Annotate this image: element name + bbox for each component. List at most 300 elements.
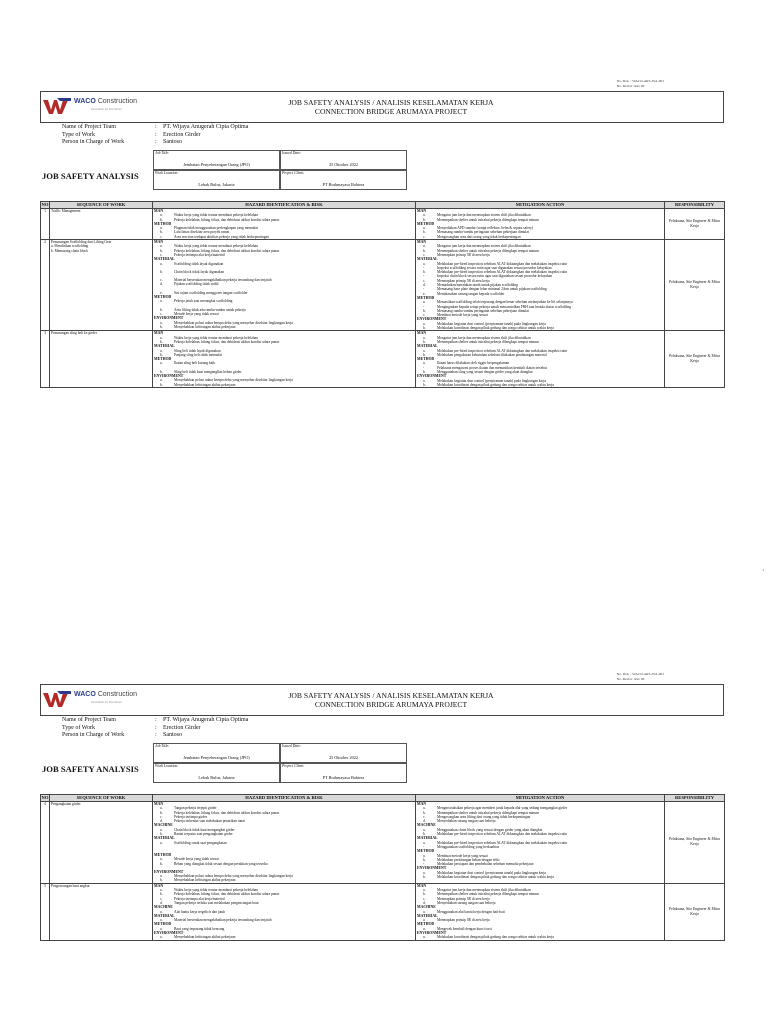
item-letter: a. xyxy=(160,378,163,383)
document-title: JOB SAFETY ANALYSIS / ANALISIS KESELAMATAN KERJA CONNECTION BRIDGE ARUMAYA PROJECT xyxy=(288,98,494,116)
item-letter: a. xyxy=(423,300,426,305)
col-sequence: SEQUENCE OF WORK xyxy=(50,795,153,802)
item-letter: b. xyxy=(160,248,163,253)
category-label: METHOD xyxy=(154,357,172,362)
work-location-box: Work Location: Lebak Bulus, Jakarta xyxy=(153,763,280,783)
col-hazard: HAZARD IDENTIFICATION & RISK xyxy=(153,795,416,802)
item-text: Chain block tidak layak digunakan xyxy=(174,269,225,274)
item-letter: c. xyxy=(160,311,163,316)
doc-number-block: No. Dok : WACO-ARS-JSA-001 No. Revisi : Rev 00 xyxy=(616,672,664,681)
item-letter: a. xyxy=(423,909,426,914)
item-text: Memadatkan/meratakan tanah untuk pijakan scaffolding xyxy=(437,283,518,288)
item-letter: d. xyxy=(423,283,426,288)
item-text: Memasang rambu-rambu peringatan sebelum pekerjaan dimulai xyxy=(437,230,529,235)
item-text: Pekerja tertimpa girder xyxy=(174,814,208,819)
item-text: Inspeksi scaffolding secara rutin agar saat digunakan sesuai prosedur kelayakan xyxy=(437,265,552,270)
item-text: Menginginkan kepada setiap pekerja untuk mencantolkan FBH saat berada diatas scaffolding xyxy=(437,304,572,309)
item-text: Metode kerja yang tidak sesuai xyxy=(174,311,219,316)
item-text: Melakukan koordinasi dengan pihak gedung dan warga sekitar untuk waktu kerja xyxy=(437,326,554,331)
item-text: Sling belt tidak layak digunakan xyxy=(174,348,221,353)
item-text: Melakukan koordinasi dengan pihak gedung dan warga sekitar untuk waktu kerja xyxy=(437,382,554,387)
item-text: Menyebabkan kebisingan akibat pekerjaan xyxy=(174,324,236,329)
row-number: 3 xyxy=(41,331,50,388)
item-letter: - xyxy=(423,287,425,292)
category-label: MACHINE xyxy=(417,905,436,910)
item-letter: c. xyxy=(160,252,163,257)
item-letter: b. xyxy=(160,810,163,815)
row-number: 5 xyxy=(41,883,50,940)
item-text: Menerapkan prinsip 5R di area kerja xyxy=(437,278,490,283)
item-text: Menempatkan shelter untuk istirahat pekerja dilengkapi tempat minum xyxy=(437,892,539,897)
category-label: ENVIRONMENT xyxy=(417,866,447,871)
item-text: Membiasakan sarung tangan kepada scaffolder xyxy=(437,291,505,296)
item-text: Tangan pekerja terluka saat melakukan pengencangan baut xyxy=(174,900,259,905)
item-text: Alat bantu kerja tergelicir dan jatuh xyxy=(174,909,226,914)
item-letter: - xyxy=(423,304,425,309)
item-text: Memasang base plate dengan lebar minimal 24cm untuk pijakan scaffolding xyxy=(437,287,547,292)
item-letter: c. xyxy=(160,896,163,901)
document-title: JOB SAFETY ANALYSIS / ANALISIS KESELAMATAN KERJA CONNECTION BRIDGE ARUMAYA PROJECT xyxy=(288,691,494,709)
item-text: Mengatur jam kerja dan menerapkan sistem shift jika dibutuhkan xyxy=(437,888,531,893)
jsa-table xyxy=(40,794,725,941)
item-letter: a. xyxy=(423,213,426,218)
item-letter: c. xyxy=(423,278,426,283)
item-letter: c. xyxy=(160,278,163,283)
item-text: Pekerja kelelahan, hilang fokus, dan dehidrasi akibat kondisi udara panas xyxy=(174,810,280,815)
item-text: Menyebabkan kebisingan akibat pekerjaan xyxy=(174,935,236,940)
item-text: Menyediakan APD standar (rompi reflektor, helm & sepatu safety) xyxy=(437,226,533,231)
item-text: Memasang rambu-rambu peringatan sebelum pekerjaan dimulai xyxy=(437,308,529,313)
item-letter: a. xyxy=(423,226,426,231)
item-text: Melakukan pre-hired inspection sebelum ALAT didatangkan dan melakukan inspeksi rutin xyxy=(437,348,568,353)
item-letter: a. xyxy=(423,321,426,326)
item-letter: b. xyxy=(423,892,426,897)
item-text: Melakukan kegiatan dust control (penyiraman tanah) pada lingkungan kerja xyxy=(437,321,546,326)
item-text: Menginstruksikan pekerja agar memberi jarak kepada alat yang sedang mengangkat girder xyxy=(437,806,568,811)
item-letter: a. xyxy=(423,244,426,249)
category-label: METHOD xyxy=(154,295,172,300)
item-letter: a. xyxy=(423,870,426,875)
item-text: Menyebabkan polusi udara berupa debu yang menyebar disekitar lingkungan kerja xyxy=(174,320,293,325)
work-location-box: Work Location: Lebak Bulus, Jakarta xyxy=(153,170,280,190)
item-letter: a. xyxy=(423,935,426,940)
item-text: Beban yang diangkat tidak sesuai dengan perakitan yang tersedia xyxy=(174,861,268,866)
list-item xyxy=(154,878,414,882)
item-letter: d. xyxy=(423,819,426,824)
col-no: NO xyxy=(41,794,49,800)
item-text: Membuat metode kerja yang sesuai xyxy=(437,313,488,318)
item-text: Menggunakan chain block yang sesuai dengan girder yang akan diangkat xyxy=(437,827,543,832)
sequence-line: Pengangkatan girder xyxy=(51,802,81,806)
item-letter: d. xyxy=(160,819,163,824)
item-text: Ikatan sling belt kurang baik xyxy=(174,361,216,366)
item-letter: d. xyxy=(423,900,426,905)
job-title-box: Job Title: Jembatan Penyeberangan Orang (JPO) xyxy=(153,150,280,170)
item-letter: a. xyxy=(160,348,163,353)
item-text: Mengosongkan area lifting dari orang yang tidak berkepentingan xyxy=(437,814,531,819)
item-letter: a. xyxy=(160,888,163,893)
category-label: ENVIRONMENT xyxy=(417,374,447,379)
item-text: Menerapkan prinsip 5R di area kerja xyxy=(437,896,490,901)
item-text: Waktu kerja yang tidak teratur membuat pekerja kelelahan xyxy=(174,335,259,340)
item-letter: a. xyxy=(160,320,163,325)
item-text: Material berserakan mengakibatkan pekerja tersandung dan terjatuh xyxy=(174,278,272,283)
responsibility-cell: Pelaksana, Site Engineer & Mitra Kerja xyxy=(665,240,725,331)
item-letter: b. xyxy=(423,352,426,357)
item-letter: b. xyxy=(423,369,426,374)
category-label: MATERIAL xyxy=(154,913,175,918)
jsa-heading: JOB SAFETY ANALYSIS xyxy=(42,171,139,181)
item-text: Inspeksi chain block secara rutin agar saat digunakan sesuai prosedur kelayakan xyxy=(437,274,553,279)
item-letter: a. xyxy=(160,806,163,811)
item-letter: - xyxy=(423,862,425,867)
item-text: Mengatur jam kerja dan menerapkan sistem shift jika dibutuhkan xyxy=(437,335,531,340)
item-text: Melakukan kegiatan dust control (penyiraman tanah) pada lingkungan kerja xyxy=(437,378,546,383)
item-text: Scaffolding rusak saat pengangkatan xyxy=(174,840,227,845)
item-text: Menempatkan shelter untuk istirahat pekerja dilengkapi tempat minum xyxy=(437,248,539,253)
item-text: Waktu kerja yang tidak teratur membuat pekerja kelelahan xyxy=(174,213,259,218)
item-letter: a. xyxy=(160,335,163,340)
logo-wordmark: WACO Construction xyxy=(74,98,138,105)
item-text: Pijakan scaffolding tidak stabil xyxy=(174,282,219,287)
category-label: MATERIAL xyxy=(417,836,438,841)
item-letter: b. xyxy=(423,857,426,862)
category-label: METHOD xyxy=(154,922,172,927)
item-letter: - xyxy=(423,844,425,849)
item-text: Plagman tidak menggunakan perlengkapan yang memadai xyxy=(174,226,258,231)
item-text: Mengecek kembali dengan kunci torsi xyxy=(437,926,492,931)
hazard-cell xyxy=(153,883,416,940)
item-letter: - xyxy=(423,274,425,279)
sequence-cell xyxy=(50,802,153,884)
item-letter: e. xyxy=(160,290,163,295)
item-letter: c. xyxy=(160,234,163,239)
item-letter: b. xyxy=(160,861,163,866)
item-letter: b. xyxy=(423,875,426,880)
table-row xyxy=(41,802,725,884)
item-text: Lalu lintas disekitar area proyek ramai xyxy=(174,230,230,235)
item-text: Melakukan kegiatan dust control (penyiraman tanah) pada lingkungan kerja xyxy=(437,870,546,875)
category-label: METHOD xyxy=(417,221,435,226)
item-text: Menerapkan prinsip 5R di area kerja xyxy=(437,918,490,923)
item-text: Menyediakan sarung tangan saat bekerja xyxy=(437,819,496,824)
item-text: Menempatkan shelter untuk istirahat pekerja dilengkapi tempat minum xyxy=(437,810,539,815)
category-label: MAN xyxy=(154,209,164,213)
category-label: METHOD xyxy=(154,852,172,857)
category-label: MAN xyxy=(154,331,164,336)
logo-tagline: Innovation for Excellence xyxy=(91,107,122,111)
col-responsibility: RESPONSIBILITY xyxy=(665,202,725,209)
item-letter: a. xyxy=(160,299,163,304)
item-letter: a. xyxy=(423,853,426,858)
category-label: MAN xyxy=(154,240,164,245)
item-text: Pekerja tertimpa alat kerja/material xyxy=(174,252,225,257)
item-letter: c. xyxy=(423,896,426,901)
item-text: Pekerja jatuh saat merangkai scaffolding xyxy=(174,299,233,304)
item-text: Waktu kerja yang tidak teratur membuat pekerja kelelahan xyxy=(174,888,259,893)
item-text: Menggunakan sling yang sesuai dengan girder yang akan diangkat xyxy=(437,369,533,374)
item-text: Menerapkan prinsip 5R di area kerja xyxy=(437,252,490,257)
item-letter: a. xyxy=(160,261,163,266)
category-label: MAN xyxy=(417,331,427,336)
category-label: MAN xyxy=(417,802,427,806)
item-letter: d. xyxy=(160,282,163,287)
item-letter: a. xyxy=(160,918,163,923)
item-letter: c. xyxy=(160,814,163,819)
item-letter: a. xyxy=(160,213,163,218)
item-letter: b. xyxy=(160,892,163,897)
item-letter: a. xyxy=(160,244,163,249)
item-text: Ikatan harus dilakukan oleh rigger berpengalaman xyxy=(437,361,510,366)
item-text: Melakukan pre-hired inspection sebelum ALAT didatangkan dan melakukan inspeksi rutin xyxy=(437,270,568,275)
col-mitigation: MITIGATION ACTION xyxy=(416,202,665,209)
item-text: Material berserakan mengakibatkan pekerja tersandung dan terjatuh xyxy=(174,918,272,923)
item-text: Melakukan pre-hired inspection sebelum ALAT didatangkan dan melakukan inspeksi rutin xyxy=(437,832,568,837)
item-text: Pekerja kelelahan, hilang fokus, dan dehidrasi akibat kondisi udara panas xyxy=(174,339,280,344)
responsibility-cell: Pelaksana, Site Engineer & Mitra Kerja xyxy=(665,883,725,940)
item-text: Melakukan koordinasi dengan pihak gedung dan warga sekitar untuk waktu kerja xyxy=(437,935,554,940)
item-letter: c. xyxy=(423,252,426,257)
item-text: Menyebabkan polusi udara berupa debu yang menyebar disekitar lingkungan kerja xyxy=(174,874,293,879)
item-text: Pekerja kelelahan, hilang fokus, dan dehidrasi akibat kondisi udara panas xyxy=(174,892,280,897)
item-text: Memastikan scaffolding telah terpasang dengan benar sebelum melanjutkan ke lift selanjutnya xyxy=(437,300,573,305)
item-letter: b. xyxy=(423,810,426,815)
project-client-box: Project Client: PT Brahmayasa Bahtera xyxy=(280,170,407,190)
logo-wordmark: WACO Construction xyxy=(74,691,138,698)
item-text: Menggunakan alat bantu kerja dengan hati-hati xyxy=(437,909,505,914)
item-letter: b. xyxy=(160,269,163,274)
item-letter: e. xyxy=(423,291,426,296)
item-text: Menempatkan shelter untuk istirahat pekerja dilengkapi tempat minum xyxy=(437,339,539,344)
jsa-heading: JOB SAFETY ANALYSIS xyxy=(42,764,139,774)
item-letter: a. xyxy=(423,840,426,845)
item-text: Menyebabkan polusi udara berupa debu yang menyebar disekitar lingkungan kerja xyxy=(174,378,293,383)
category-label: ENVIRONMENT xyxy=(154,869,184,874)
category-label: ENVIRONMENT xyxy=(154,316,184,321)
category-label: MACHINE xyxy=(417,823,436,828)
sequence-cell xyxy=(50,883,153,940)
item-letter: - xyxy=(423,365,425,370)
item-letter: a. xyxy=(160,827,163,832)
category-label: ENVIRONMENT xyxy=(417,931,447,936)
item-text: Pekerja kelelahan, hilang fokus, dan dehidrasi akibat kondisi udara panas xyxy=(174,217,280,222)
item-letter: a. xyxy=(160,935,163,940)
category-label: ENVIRONMENT xyxy=(417,317,447,322)
issued-date-box: Issued Date: 25 Oktober 2022 xyxy=(280,150,407,170)
item-text: Panjang sling belt tidak memadai xyxy=(174,352,222,357)
category-label: MAN xyxy=(154,883,164,888)
item-text: Melakukan persiapan dan pembekalan sebelum memulai pekerjaan xyxy=(437,862,534,867)
item-letter: a. xyxy=(160,926,163,931)
sequence-line: Pemasangan Scaffolding dan Lifting Gear xyxy=(51,240,112,245)
project-info: Name of Project Team : PT. Wijaya Anugerah Cipta Optima Type of Work : Erection Girder Person in Charge of Work : Santoso xyxy=(62,717,249,738)
item-text: Mengatur jam kerja dan menerapkan sistem shift jika dibutuhkan xyxy=(437,213,531,218)
sequence-line: Pengencangan baut angkur xyxy=(51,883,90,888)
item-letter: b. xyxy=(423,270,426,275)
category-label: MACHINE xyxy=(154,905,173,910)
job-title-box: Job Title: Jembatan Penyeberangan Orang (JPO) xyxy=(153,743,280,763)
col-no: NO xyxy=(41,201,49,207)
category-label: MAN xyxy=(417,209,427,213)
item-letter: b. xyxy=(160,307,163,312)
item-letter: b. xyxy=(160,832,163,837)
category-label: METHOD xyxy=(417,295,435,300)
item-letter: b. xyxy=(160,339,163,344)
item-text: Menggunakan scaffolding yang berkualitas xyxy=(437,844,500,849)
sequence-line: Pemasangan sling belt ke girder xyxy=(51,331,97,336)
item-text: Tangan pekerja terjepit girder xyxy=(174,806,217,811)
doc-number-block: No. Dok : WACO-ARS-JSA-001 No. Revisi : Rev 00 xyxy=(616,79,664,88)
category-label: METHOD xyxy=(417,357,435,362)
item-text: Melakukan pre-hired inspection sebelum ALAT didatangkan dan melakukan inspeksi rutin xyxy=(437,261,568,266)
item-letter: a. xyxy=(423,348,426,353)
item-text: Mengosongkan area dari orang yang tidak berkepentingan xyxy=(437,234,521,239)
item-text: Membuat metode kerja yang sesuai xyxy=(437,853,488,858)
item-text: Scaffolding tidak layak digunakan xyxy=(174,261,224,266)
list-item xyxy=(417,935,663,939)
item-letter: a. xyxy=(423,918,426,923)
item-letter: - xyxy=(423,265,425,270)
page-number: 1 xyxy=(762,568,764,572)
item-text: Menempatkan shelter untuk istirahat pekerja dilengkapi tempat minum xyxy=(437,217,539,222)
category-label: METHOD xyxy=(417,922,435,927)
page-2 xyxy=(40,0,724,1024)
item-letter: b. xyxy=(160,230,163,235)
item-text: Menyebabkan kebisingan akibat pekerjaan xyxy=(174,878,236,883)
item-letter: b. xyxy=(160,324,163,329)
item-text: Rantai terputus saat pengangkatan girder xyxy=(174,832,233,837)
item-letter: c. xyxy=(423,313,426,318)
category-label: ENVIRONMENT xyxy=(154,931,184,936)
category-label: ENVIRONMENT xyxy=(154,373,184,378)
category-label: MATERIAL xyxy=(417,344,438,349)
item-text: Sisi tajam scaffolding menggores tangan scaffolder xyxy=(174,290,248,295)
category-label: MAN xyxy=(417,240,427,245)
item-letter: b. xyxy=(160,382,163,387)
col-mitigation: MITIGATION ACTION xyxy=(416,795,665,802)
item-text: Melakukan pre-hired inspection sebelum ALAT didatangkan dan melakukan inspeksi rutin xyxy=(437,840,568,845)
item-letter: b. xyxy=(160,369,163,374)
item-letter: b. xyxy=(423,230,426,235)
item-text: Waktu kerja yang tidak teratur membuat pekerja kelelahan xyxy=(174,244,259,249)
category-label: MATERIAL xyxy=(417,913,438,918)
item-text: Baut yang terpasang tidak kencang xyxy=(174,926,225,931)
item-letter: a. xyxy=(423,926,426,931)
project-info: Name of Project Team : PT. Wijaya Anugerah Cipta Optima Type of Work : Erection Girder Person in Charge of Work : Santoso xyxy=(62,124,249,145)
item-text: Menyebabkan kebisingan akibat pekerjaan xyxy=(174,382,236,387)
responsibility-cell: Pelaksana, Site Engineer & Mitra Kerja xyxy=(665,331,725,388)
item-letter: a. xyxy=(160,840,163,845)
item-letter: b. xyxy=(423,217,426,222)
row-number: 2 xyxy=(41,240,50,331)
hazard-cell xyxy=(153,802,416,884)
item-letter: b. xyxy=(423,248,426,253)
item-letter: a. xyxy=(160,909,163,914)
sequence-line: b. Memasang chain block xyxy=(51,248,88,253)
item-letter: a. xyxy=(423,335,426,340)
item-letter: b. xyxy=(423,308,426,313)
item-letter: a. xyxy=(423,888,426,893)
company-logo xyxy=(43,688,163,710)
item-letter: a. xyxy=(423,378,426,383)
list-item xyxy=(417,875,663,879)
waco-logo-icon xyxy=(43,691,71,707)
item-text: Melakukan perhitungan beban dengan teliti xyxy=(437,857,500,862)
item-letter: b. xyxy=(160,217,163,222)
item-text: Mengatur jam kerja dan menerapkan sistem shift jika dibutuhkan xyxy=(437,244,531,249)
item-text: Chain block tidak kuat mengangkat girder xyxy=(174,827,235,832)
item-text: Area lifting tidak ada rambu-rambu untuk pekerja xyxy=(174,307,246,312)
issued-date-box: Issued Date: 25 Oktober 2022 xyxy=(280,743,407,763)
item-text: Pekerja kelelahan, hilang fokus, dan dehidrasi akibat kondisi udara panas xyxy=(174,248,280,253)
item-letter: b. xyxy=(423,326,426,331)
col-sequence: SEQUENCE OF WORK xyxy=(50,202,153,209)
row-number: 1 xyxy=(41,209,50,240)
item-letter: a. xyxy=(160,874,163,879)
item-text: Sling belt tidak kuat menganglkat beban girder xyxy=(174,369,242,374)
category-label: METHOD xyxy=(154,221,172,226)
document-header xyxy=(40,684,724,716)
project-client-box: Project Client: PT Brahmayasa Bahtera xyxy=(280,763,407,783)
item-letter: c. xyxy=(423,234,426,239)
category-label: MACHINE xyxy=(154,823,173,828)
mitigation-cell xyxy=(416,802,665,884)
item-letter: b. xyxy=(423,382,426,387)
table-header-row xyxy=(41,795,725,802)
responsibility-cell: Pelaksana, Site Engineer & Mitra Kerja xyxy=(665,209,725,240)
item-letter: a. xyxy=(160,226,163,231)
item-letter: c. xyxy=(423,814,426,819)
sequence-line: Traffic Management xyxy=(51,209,81,213)
responsibility-cell: Pelaksana, Site Engineer & Mitra Kerja xyxy=(665,802,725,884)
mitigation-cell xyxy=(416,883,665,940)
item-letter: b. xyxy=(423,832,426,837)
item-letter: b. xyxy=(160,352,163,357)
item-text: Metode kerja yang tidak sesuai xyxy=(174,857,219,862)
item-letter: b. xyxy=(423,339,426,344)
item-text: Pelaksana mengawasi proses ikatan dan memastikan kembali ikatan tersebut xyxy=(437,365,547,370)
list-item xyxy=(154,935,414,939)
item-letter: a. xyxy=(160,857,163,862)
item-letter: d. xyxy=(160,900,163,905)
item-text: Melakukan pengukuran kebutuhan sebelum dilakukan pendatangan material xyxy=(437,352,547,357)
category-label: MATERIAL xyxy=(154,344,175,349)
item-letter: b. xyxy=(160,878,163,883)
item-letter: a. xyxy=(423,361,426,366)
category-label: MATERIAL xyxy=(154,257,175,262)
category-label: METHOD xyxy=(417,849,435,854)
col-responsibility: RESPONSIBILITY xyxy=(665,795,725,802)
table-row xyxy=(41,883,725,940)
item-letter: a. xyxy=(423,806,426,811)
item-text: Melakukan koordinasi dengan pihak gedung dan warga sekitar untuk waktu kerja xyxy=(437,875,554,880)
item-letter: a. xyxy=(423,827,426,832)
item-letter: a. xyxy=(160,361,163,366)
category-label: MAN xyxy=(154,802,164,806)
item-text: Pekerja tertimpa alat kerja/material xyxy=(174,896,225,901)
item-text: Area erection terdapat aktifitas pekerja yang tidak berkepentingan xyxy=(174,234,269,239)
category-label: MATERIAL xyxy=(417,257,438,262)
sequence-line: a. Mendirikan scaffolding xyxy=(51,244,89,249)
category-label: MATERIAL xyxy=(154,836,175,841)
item-text: Menyediakan sarung tangan saat bekerja xyxy=(437,900,496,905)
logo-tagline: Innovation for Excellence xyxy=(91,700,122,704)
row-number: 4 xyxy=(41,802,50,884)
col-hazard: HAZARD IDENTIFICATION & RISK xyxy=(153,202,416,209)
category-label: MAN xyxy=(417,883,427,888)
item-letter: a. xyxy=(423,261,426,266)
item-text: Pekerja terbentur saat melakukan penarikan tunai xyxy=(174,819,245,824)
